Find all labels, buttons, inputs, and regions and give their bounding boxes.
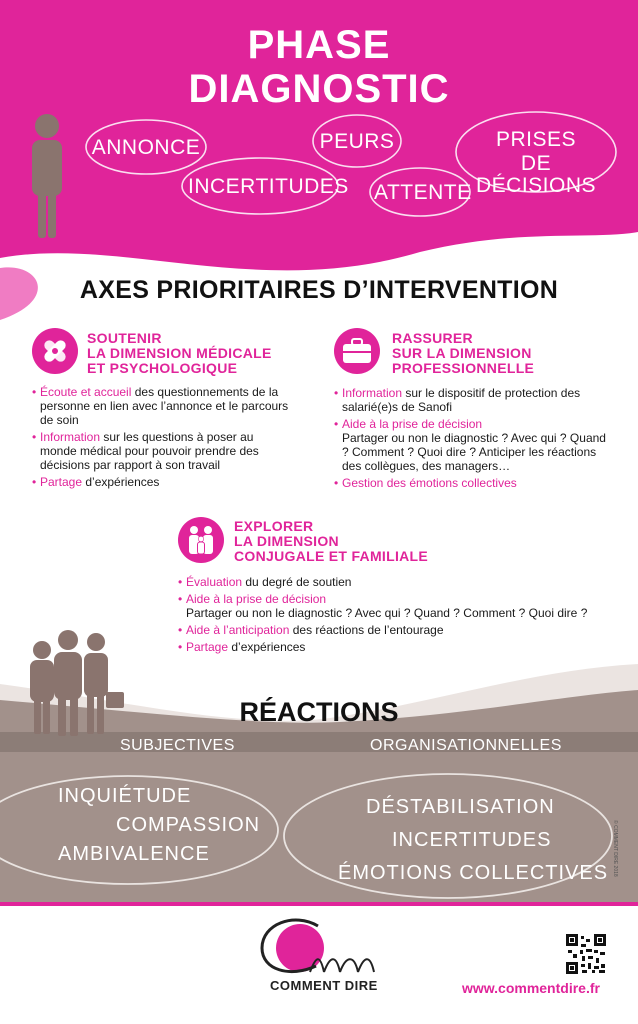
list-item xyxy=(334,417,606,473)
item-text: des questionnements de la personne en lien avec l’annonce et le parcours de soin xyxy=(40,385,289,427)
copyright-notice: © COMMENT DIRE 2018 xyxy=(612,820,618,877)
website-link[interactable]: www.commentdire.fr xyxy=(462,980,600,996)
reaction-organisationnelle-2: INCERTITUDES xyxy=(392,829,552,851)
item-text: sur les questions à poser au monde médical pour pouvoir prendre des décisions par rapport à son travail xyxy=(40,430,259,472)
page-title-line1: PHASE xyxy=(247,23,391,67)
list-item xyxy=(178,623,598,637)
item-key: Évaluation xyxy=(186,575,243,589)
item-key: Information xyxy=(342,386,403,400)
reaction-subjective-3: AMBIVALENCE xyxy=(58,843,210,865)
item-key: Partage xyxy=(186,640,229,654)
item-text: du degré de soutien xyxy=(242,575,352,589)
bubble-attente: ATTENTE xyxy=(374,181,472,204)
list-item xyxy=(178,575,598,589)
soutenir-title-line2: LA DIMENSION MÉDICALE xyxy=(87,345,272,361)
subjectives-label: SUBJECTIVES xyxy=(120,737,235,754)
list-item xyxy=(178,640,598,654)
item-text: d’expériences xyxy=(228,640,306,654)
list-item xyxy=(178,592,598,620)
briefcase-icon xyxy=(334,328,380,374)
item-key: Partage xyxy=(40,475,83,489)
bubble-peurs: PEURS xyxy=(319,130,395,153)
reaction-subjective-2: COMPASSION xyxy=(116,814,261,836)
item-text: des réactions de l’entourage xyxy=(289,623,444,637)
explorer-title-line3: CONJUGALE ET FAMILIALE xyxy=(234,548,429,564)
comment-dire-logo xyxy=(254,914,378,982)
page-title-line2: DIAGNOSTIC xyxy=(188,67,450,111)
list-item xyxy=(32,430,292,472)
item-key: Gestion des émotions collectives xyxy=(342,476,517,490)
item-key: Écoute et accueil xyxy=(40,385,132,399)
reaction-subjective-1: INQUIÉTUDE xyxy=(58,785,192,807)
brand-name: COMMENT DIRE xyxy=(270,978,378,993)
soutenir-title-line1: SOUTENIR xyxy=(87,330,162,346)
explorer-title-line2: LA DIMENSION xyxy=(234,533,339,549)
item-key: Information xyxy=(40,430,101,444)
reaction-organisationnelle-1: DÉSTABILISATION xyxy=(366,796,555,818)
item-text: sur le dispositif de protection des salarié(e)s de Sanofi xyxy=(342,386,581,414)
bubble-incertitudes: INCERTITUDES xyxy=(188,175,349,198)
item-key: Aide à l’anticipation xyxy=(186,623,290,637)
qr-code-icon xyxy=(566,934,606,974)
reaction-organisationnelle-3: ÉMOTIONS COLLECTIVES xyxy=(338,862,609,884)
reactions-title: RÉACTIONS xyxy=(239,697,399,727)
list-item xyxy=(32,475,292,489)
person-silhouette-icon xyxy=(32,114,62,238)
item-text: Partager ou non le diagnostic ? Avec qui ? Quand ? Comment ? Quoi dire ? xyxy=(186,606,588,620)
footer-divider xyxy=(0,902,638,906)
soutenir-list xyxy=(32,385,292,492)
explorer-title-line1: EXPLORER xyxy=(234,518,314,534)
item-text: Partager ou non le diagnostic ? Avec qui ? Quand ? Comment ? Quoi dire ? Anticiper les réactions des collègues, des managers… xyxy=(342,431,606,473)
list-item xyxy=(334,386,606,414)
rassurer-title xyxy=(392,331,534,376)
soutenir-title xyxy=(87,331,272,376)
bubble-prises-line1: PRISES xyxy=(495,128,577,151)
family-icon xyxy=(178,517,224,563)
item-key: • Aide à la prise de décision xyxy=(186,592,327,606)
soutenir-title-line3: ET PSYCHOLOGIQUE xyxy=(87,360,238,376)
rassurer-title-line2: SUR LA DIMENSION xyxy=(392,345,532,361)
rassurer-title-line1: RASSURER xyxy=(392,330,473,346)
organisationnelles-label: ORGANISATIONNELLES xyxy=(370,737,562,754)
list-item xyxy=(334,476,606,490)
rassurer-title-line3: PROFESSIONNELLE xyxy=(392,360,535,376)
explorer-title xyxy=(234,519,428,564)
bandage-icon xyxy=(32,328,78,374)
explorer-list xyxy=(178,575,598,657)
axes-title: AXES PRIORITAIRES D’INTERVENTION xyxy=(79,276,559,304)
item-key: • Aide à la prise de décision xyxy=(342,417,483,431)
bubble-annonce: ANNONCE xyxy=(91,136,201,159)
rassurer-list xyxy=(334,386,606,493)
bubble-prises-line2: DE DÉCISIONS xyxy=(475,152,597,197)
item-text: d’expériences xyxy=(82,475,160,489)
list-item xyxy=(32,385,292,427)
